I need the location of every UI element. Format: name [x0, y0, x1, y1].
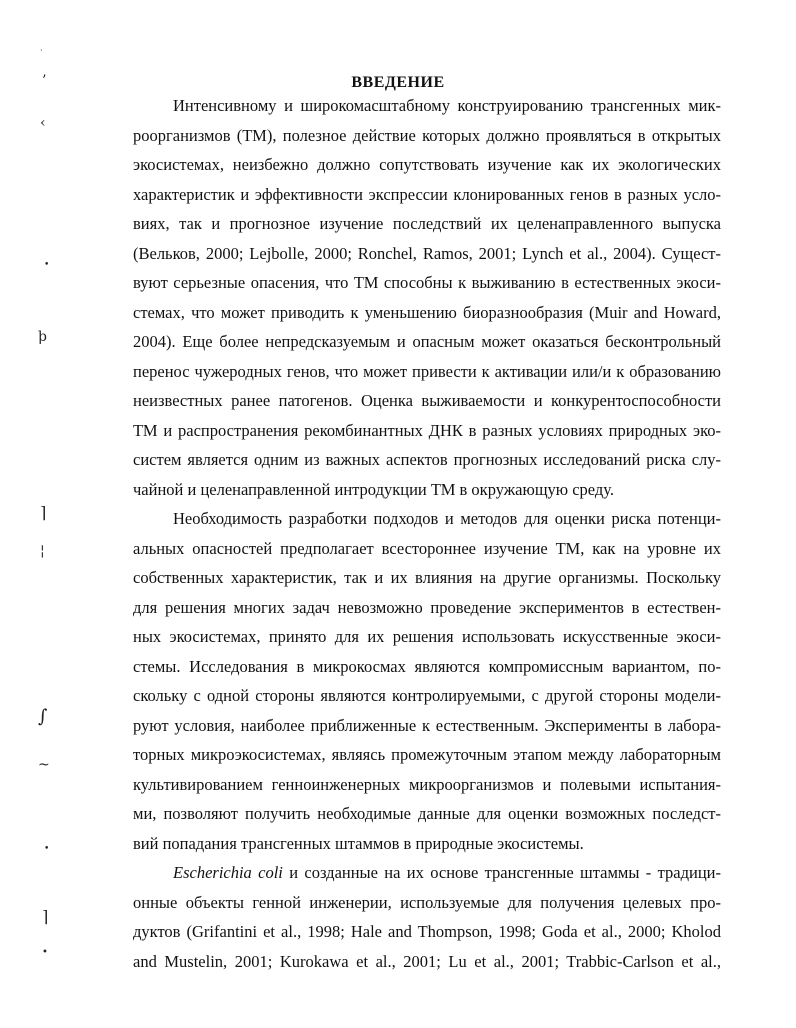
text-line: 2004). Еще более непредсказуемым и опасным может оказаться бесконтрольный	[133, 332, 721, 351]
text-line: для решения многих задач невозможно проведение экспериментов в естествен-	[133, 597, 721, 617]
text-line	[173, 863, 721, 883]
scan-mark: •	[44, 844, 50, 854]
text-line: and Mustelin, 2001; Kurokawa et al., 2001; Lu et al., 2001; Trabbic-Carlson et al.,	[133, 951, 721, 971]
scan-mark: ’	[42, 73, 47, 89]
text-line: перенос чужеродных генов, что может привести к активации или/и к образованию	[133, 361, 721, 381]
text-line: альных опасностей предполагает всестороннее изучение ТМ, как на уровне их	[133, 538, 721, 558]
text-line: экосистемах, неизбежно должно сопутствовать изучение как их экологических	[133, 155, 721, 174]
text-line: онные объекты генной инженерии, используемые для получения целевых про-	[133, 892, 721, 912]
text-line: систем является одним из важных аспектов прогнозных исследований риска слу-	[133, 450, 721, 469]
text-line: торных микроэкосистемах, являясь промежуточным этапом между лабораторным	[133, 745, 721, 764]
scan-mark: ⌉	[40, 503, 47, 522]
text-line: Интенсивному и широкомасштабному конструированию трансгенных мик-	[173, 96, 721, 115]
text-line: неизвестных ранее патогенов. Оценка выживаемости и конкурентоспособности	[133, 391, 721, 410]
text-line: дуктов (Grifantini et al., 1998; Hale and Thompson, 1998; Goda et al., 2000; Kholod	[133, 922, 721, 941]
text-line: культивированием генноинженерных микроорганизмов и полевыми испытания-	[133, 774, 721, 794]
text-line: руют условия, наиболее приближенные к естественным. Эксперименты в лабора-	[133, 715, 721, 735]
text-line: стемы. Исследования в микрокосмах являются компромиссным вариантом, по-	[133, 656, 721, 676]
text-line: роорганизмов (ТМ), полезное действие которых должно проявляться в открытых	[133, 125, 721, 145]
text-line: собственных характеристик, так и их влияния на другие организмы. Поскольку	[133, 568, 721, 587]
species-name: Escherichia coli	[173, 863, 283, 882]
scan-mark: ¦	[40, 543, 45, 559]
text-line: ми, позволяют получить необходимые данные для оценки возможных последст-	[133, 804, 721, 823]
scan-mark: •	[44, 260, 50, 270]
text-line: (Вельков, 2000; Lejbolle, 2000; Ronchel, Ramos, 2001; Lynch et al., 2004). Сущест-	[133, 243, 721, 263]
text-line: вий попадания трансгенных штаммов в природные экосистемы.	[133, 833, 584, 853]
text-line: Необходимость разработки подходов и методов для оценки риска потенци-	[173, 509, 721, 528]
text-line: характеристик и эффективности экспрессии клонированных генов в разных усло-	[133, 184, 721, 204]
page-title: ВВЕДЕНИЕ	[351, 74, 445, 91]
scan-mark: ϸ	[38, 329, 47, 345]
text-line: чайной и целенаправленной интродукции ТМ в окружающую среду.	[133, 479, 615, 499]
text-line: скольку с одной стороны являются контролируемыми, с другой стороны модели-	[133, 686, 721, 705]
scan-mark: •	[42, 947, 48, 958]
text-line: виях, так и прогнозное изучение последствий их целенаправленного выпуска	[133, 214, 721, 233]
text-line-rest: и созданные на их основе трансгенные штаммы - традици-	[282, 863, 721, 882]
text-line: ных экосистемах, принято для их решения использовать искусственные экоси-	[133, 627, 721, 646]
scan-mark: ∫	[38, 706, 48, 727]
scan-mark: ⌉	[42, 907, 49, 926]
text-line: ТМ и распространения рекомбинантных ДНК в разных условиях природных эко-	[133, 420, 721, 440]
text-line: стемах, что может приводить к уменьшению биоразнообразия (Muir and Howard,	[133, 302, 721, 322]
text-line: вуют серьезные опасения, что ТМ способны к выживанию в естественных экоси-	[133, 273, 721, 292]
scan-mark: ·	[40, 46, 43, 55]
scan-mark: ~	[38, 757, 50, 773]
scan-mark: ‹	[40, 115, 46, 131]
